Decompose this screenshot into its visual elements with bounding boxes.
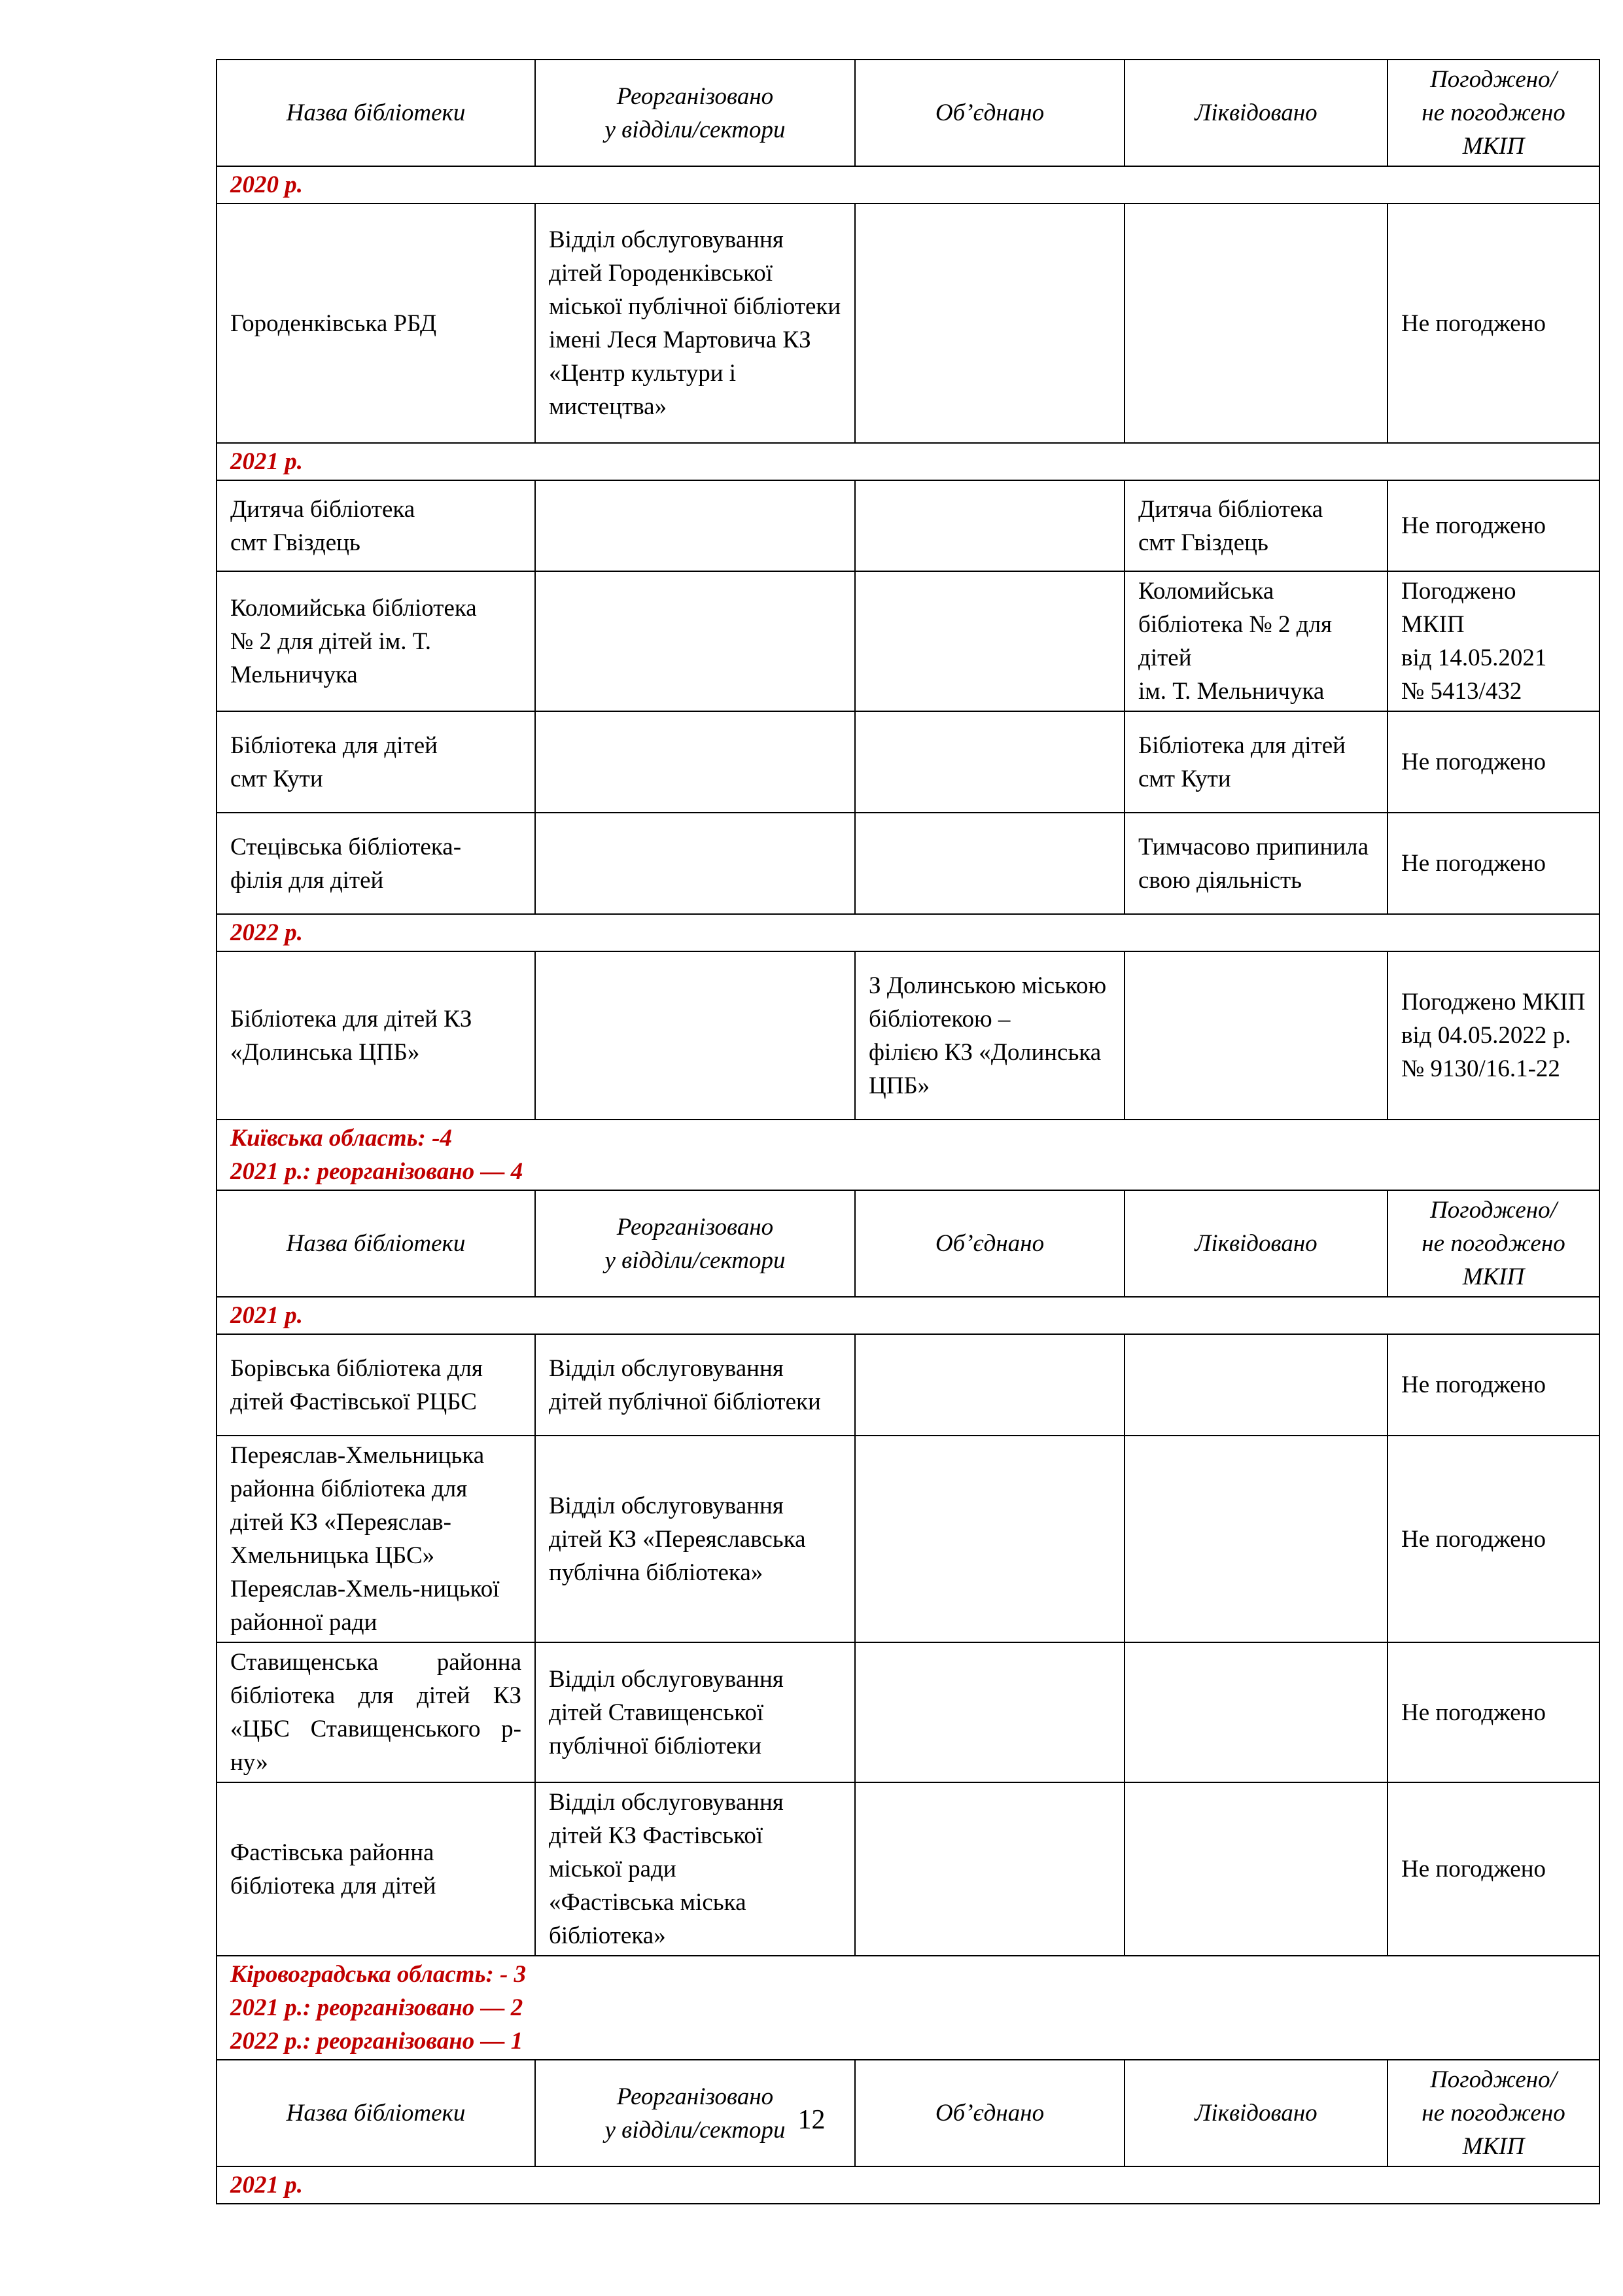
- cell-text: Дитяча бібліотека смт Гвіздець: [1138, 495, 1323, 556]
- cell-reorganized-into: [535, 1782, 855, 1956]
- table-row: [217, 203, 1599, 443]
- libraries-reorganization-table: [216, 59, 1600, 2204]
- column-header-label: Ліквідовано: [1195, 2100, 1318, 2127]
- cell-liquidated: [1125, 480, 1387, 571]
- column-header-label: Назва бібліотеки: [286, 2100, 466, 2127]
- cell-text: Фастівська районна бібліотека для дітей: [230, 1839, 436, 1899]
- table-row: [217, 1642, 1599, 1782]
- table-header-row: [217, 1190, 1599, 1297]
- cell-merged: [855, 203, 1125, 443]
- section-heading-line: 2021 р.: [230, 448, 303, 475]
- cell-text: Не погоджено: [1401, 1371, 1546, 1398]
- column-header-merged: [855, 1190, 1125, 1297]
- table-row: [217, 1436, 1599, 1642]
- cell-text: Бібліотека для дітей смт Кути: [1138, 732, 1346, 792]
- section-heading: [217, 1956, 1599, 2060]
- cell-liquidated: [1125, 571, 1387, 711]
- section-heading: [217, 914, 1599, 951]
- cell-approval: [1387, 571, 1599, 711]
- section-heading-line: 2020 р.: [230, 171, 303, 198]
- cell-liquidated: [1125, 813, 1387, 914]
- cell-library-name: [217, 1334, 535, 1436]
- cell-text: Відділ обслуговування дітей КЗ «Переяславська публічна бібліотека»: [549, 1492, 806, 1586]
- column-header-label: Об’єднано: [935, 1230, 1045, 1257]
- cell-text: З Долинською міською бібліотекою – філією КЗ «Долинська ЦПБ»: [869, 972, 1107, 1099]
- cell-text: Бібліотека для дітей смт Кути: [230, 732, 438, 792]
- cell-reorganized-into: [535, 203, 855, 443]
- cell-library-name: [217, 711, 535, 813]
- cell-approval: [1387, 1782, 1599, 1956]
- cell-reorganized-into: [535, 1642, 855, 1782]
- section-heading-line: 2021 р.: [230, 2172, 303, 2199]
- section-heading-line: Кіровоградська область: - 3: [230, 1961, 527, 1988]
- cell-merged: [855, 951, 1125, 1120]
- column-header-label: Ліквідовано: [1195, 1230, 1318, 1257]
- cell-text: Коломийська бібліотека № 2 для дітей ім. Т. Мельничука: [1138, 578, 1333, 705]
- cell-text: Стецівська бібліотека- філія для дітей: [230, 833, 462, 894]
- cell-text: Коломийська бібліотека № 2 для дітей ім. Т. Мельничука: [230, 594, 477, 688]
- section-heading-row: [217, 1297, 1599, 1334]
- column-header-label: Погоджено/ не погоджено МКІП: [1422, 66, 1565, 160]
- cell-approval: [1387, 951, 1599, 1120]
- cell-liquidated: [1125, 1642, 1387, 1782]
- column-header-label: Об’єднано: [935, 2100, 1045, 2127]
- column-header-label: Об’єднано: [935, 99, 1045, 126]
- column-header-approval: [1387, 1190, 1599, 1297]
- cell-liquidated: [1125, 203, 1387, 443]
- table-row: [217, 711, 1599, 813]
- table-row: [217, 951, 1599, 1120]
- column-header-label: Реорганізовано у відділи/сектори: [604, 1213, 786, 1274]
- cell-merged: [855, 813, 1125, 914]
- column-header-library-name: [217, 60, 535, 166]
- cell-text: Відділ обслуговування дітей Ставищенської публічної бібліотеки: [549, 1665, 784, 1759]
- section-heading: [217, 1120, 1599, 1190]
- cell-library-name: [217, 571, 535, 711]
- cell-text: Погоджено МКІП від 04.05.2022 р. № 9130/16.1-22: [1401, 989, 1586, 1082]
- cell-text: Не погоджено: [1401, 749, 1546, 775]
- table-row: [217, 571, 1599, 711]
- cell-reorganized-into: [535, 480, 855, 571]
- cell-text: Дитяча бібліотека смт Гвіздець: [230, 495, 415, 556]
- cell-liquidated: [1125, 951, 1387, 1120]
- cell-merged: [855, 571, 1125, 711]
- cell-reorganized-into: [535, 951, 855, 1120]
- section-heading-row: [217, 1120, 1599, 1190]
- cell-text: Тимчасово припинила свою діяльність: [1138, 833, 1369, 894]
- section-heading-row: [217, 914, 1599, 951]
- cell-text: Не погоджено: [1401, 1856, 1546, 1882]
- cell-text: Переяслав-Хмельницька районна бібліотека для дітей КЗ «Переяслав-Хмельницька ЦБС» Переяслав-Хмель-ницької районної ради: [230, 1442, 500, 1636]
- section-heading-line: 2021 р.: [230, 1302, 303, 1329]
- cell-text: Борівська бібліотека для дітей Фастівської РЦБС: [230, 1354, 483, 1415]
- column-header-approval: [1387, 60, 1599, 166]
- cell-approval: [1387, 813, 1599, 914]
- section-heading-line: 2022 р.: реорганізовано — 1: [230, 2028, 523, 2055]
- cell-library-name: [217, 1436, 535, 1642]
- cell-text: Не погоджено: [1401, 850, 1546, 877]
- column-header-label: Погоджено/ не погоджено МКІП: [1422, 1197, 1565, 1290]
- table-body: [217, 60, 1599, 2204]
- column-header-library-name: [217, 1190, 535, 1297]
- cell-approval: [1387, 1436, 1599, 1642]
- cell-text: Не погоджено: [1401, 512, 1546, 539]
- cell-reorganized-into: [535, 711, 855, 813]
- column-header-reorganized-into: [535, 1190, 855, 1297]
- table-row: [217, 1782, 1599, 1956]
- cell-text: Відділ обслуговування дітей публічної бібліотеки: [549, 1354, 821, 1415]
- cell-library-name: [217, 813, 535, 914]
- cell-merged: [855, 1782, 1125, 1956]
- cell-text: Не погоджено: [1401, 309, 1546, 337]
- cell-reorganized-into: [535, 1334, 855, 1436]
- section-heading-line: 2022 р.: [230, 919, 303, 946]
- column-header-label: Реорганізовано у відділи/сектори: [604, 82, 786, 143]
- cell-reorganized-into: [535, 813, 855, 914]
- column-header-label: Ліквідовано: [1195, 99, 1318, 126]
- cell-text: Погоджено МКІП від 14.05.2021 № 5413/432: [1401, 578, 1547, 705]
- cell-liquidated: [1125, 1436, 1387, 1642]
- cell-merged: [855, 711, 1125, 813]
- cell-approval: [1387, 711, 1599, 813]
- cell-library-name: [217, 1642, 535, 1782]
- table-header-row: [217, 60, 1599, 166]
- cell-approval: [1387, 1334, 1599, 1436]
- cell-text: Відділ обслуговування дітей КЗ Фастівської міської ради «Фастівська міська бібліотека»: [549, 1789, 784, 1949]
- cell-merged: [855, 1642, 1125, 1782]
- cell-merged: [855, 480, 1125, 571]
- cell-text: Не погоджено: [1401, 1525, 1546, 1553]
- cell-library-name: [217, 951, 535, 1120]
- cell-library-name: [217, 1782, 535, 1956]
- section-heading-row: [217, 2166, 1599, 2204]
- cell-text: Ставищенська районна бібліотека для дітей КЗ «ЦБС Ставищенського р-ну»: [230, 1649, 521, 1776]
- column-header-label: Погоджено/ не погоджено МКІП: [1422, 2066, 1565, 2160]
- cell-merged: [855, 1436, 1125, 1642]
- cell-text: Не погоджено: [1401, 1699, 1546, 1726]
- column-header-reorganized-into: [535, 60, 855, 166]
- table-row: [217, 1334, 1599, 1436]
- section-heading-line: 2021 р.: реорганізовано — 4: [230, 1158, 523, 1185]
- cell-text: Бібліотека для дітей КЗ «Долинська ЦПБ»: [230, 1005, 472, 1066]
- section-heading: [217, 2166, 1599, 2204]
- page-number: 12: [797, 2105, 826, 2135]
- column-header-label: Назва бібліотеки: [286, 1230, 466, 1257]
- cell-text: Відділ обслуговування дітей Городенківської міської публічної бібліотеки імені Леся Мартовича КЗ «Центр культури і мистецтва»: [549, 226, 841, 420]
- section-heading-row: [217, 166, 1599, 203]
- cell-approval: [1387, 1642, 1599, 1782]
- cell-approval: [1387, 203, 1599, 443]
- column-header-liquidated: [1125, 60, 1387, 166]
- section-heading-line: Київська область: -4: [230, 1125, 452, 1152]
- table-row: [217, 813, 1599, 914]
- cell-liquidated: [1125, 711, 1387, 813]
- section-heading: [217, 166, 1599, 203]
- section-heading: [217, 1297, 1599, 1334]
- cell-merged: [855, 1334, 1125, 1436]
- section-heading-row: [217, 1956, 1599, 2060]
- cell-liquidated: [1125, 1782, 1387, 1956]
- cell-reorganized-into: [535, 1436, 855, 1642]
- section-heading: [217, 443, 1599, 480]
- cell-library-name: [217, 480, 535, 571]
- cell-approval: [1387, 480, 1599, 571]
- cell-liquidated: [1125, 1334, 1387, 1436]
- section-heading-row: [217, 443, 1599, 480]
- column-header-liquidated: [1125, 1190, 1387, 1297]
- column-header-merged: [855, 60, 1125, 166]
- cell-text: Городенківська РБД: [230, 309, 437, 337]
- section-heading-line: 2021 р.: реорганізовано — 2: [230, 1994, 523, 2021]
- cell-library-name: [217, 203, 535, 443]
- table-row: [217, 480, 1599, 571]
- column-header-label: Реорганізовано у відділи/сектори: [604, 2083, 786, 2144]
- column-header-label: Назва бібліотеки: [286, 99, 466, 126]
- cell-reorganized-into: [535, 571, 855, 711]
